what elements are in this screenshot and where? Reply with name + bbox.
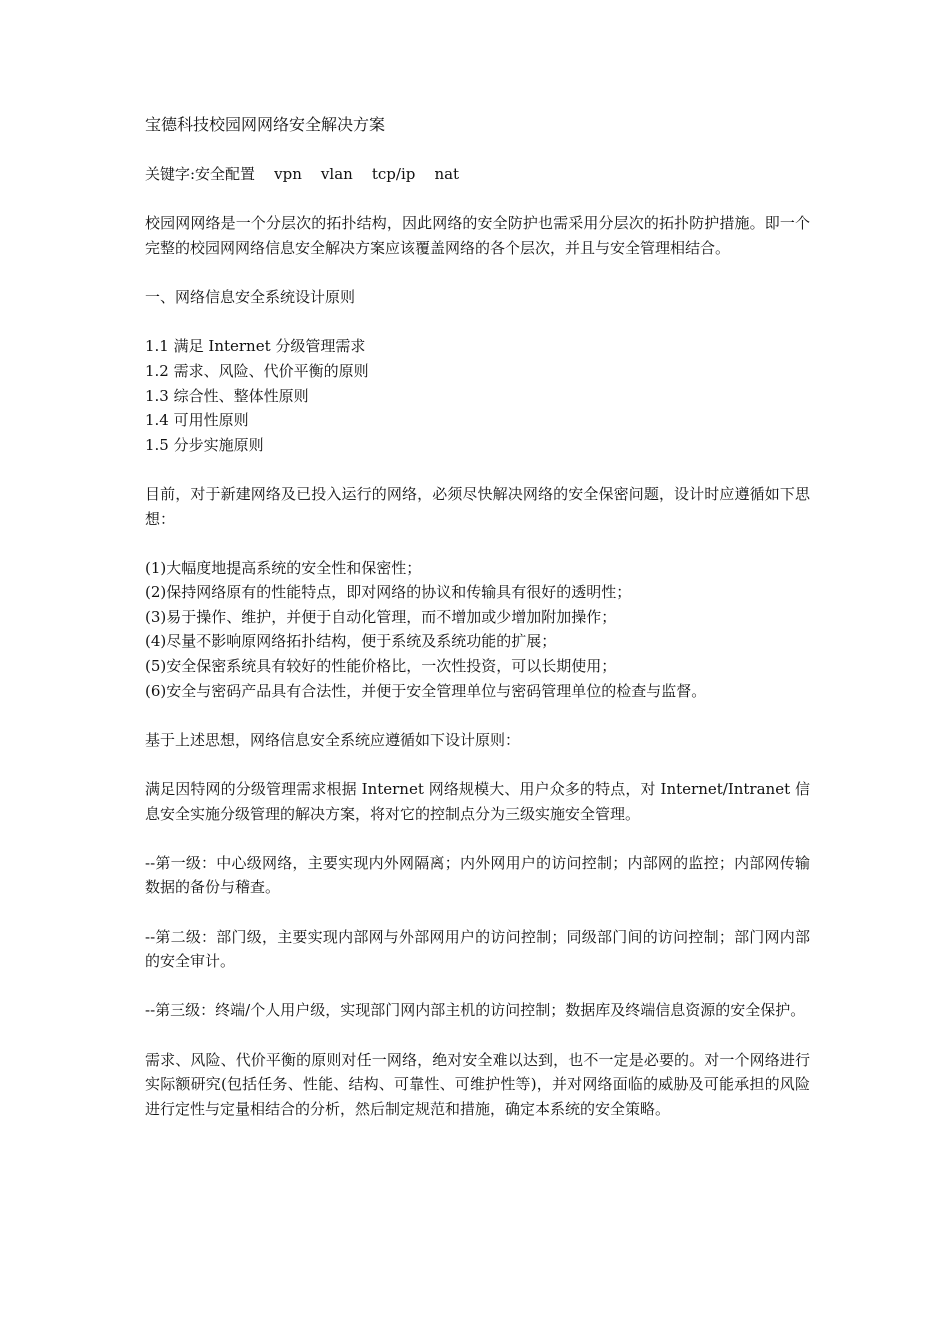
principle-item: 1.3 综合性、整体性原则 [145, 386, 309, 405]
idea-item: (1)大幅度地提高系统的安全性和保密性； [145, 558, 422, 577]
intro-paragraph: 校园网网络是一个分层次的拓扑结构，因此网络的安全防护也需采用分层次的拓扑防护措施。即一个完整的校园网网络信息安全解决方案应该覆盖网络的各个层次，并且与安全管理相结合。 [145, 214, 810, 257]
principle-item: 1.2 需求、风险、代价平衡的原则 [145, 361, 369, 380]
balance-principle-paragraph: 需求、风险、代价平衡的原则对任一网络，绝对安全难以达到，也不一定是必要的。对一个网络进行实际额研究(包括任务、性能、结构、可靠性、可维护性等)，并对网络面临的威胁及可能承担的风险进行定性与定量相结合的分析，然后制定规范和措施，确定本系统的安全策略。 [145, 1050, 810, 1118]
principle-item: 1.1 满足 Internet 分级管理需求 [145, 337, 366, 356]
idea-item: (6)安全与密码产品具有合法性，并便于安全管理单位与密码管理单位的检查与监督。 [145, 681, 707, 700]
tiered-management-paragraph: 满足因特网的分级管理需求根据 Internet 网络规模大、用户众多的特点，对 Internet/Intranet 信息安全实施分级管理的解决方案，将对它的控制点分为三级实施安全管理。 [145, 780, 810, 823]
level-three-paragraph: --第三级：终端/个人用户级，实现部门网内部主机的访问控制；数据库及终端信息资源的安全保护。 [145, 1001, 806, 1020]
section-heading: 一、网络信息安全系统设计原则 [145, 288, 356, 307]
idea-item: (2)保持网络原有的性能特点，即对网络的协议和传输具有很好的透明性； [145, 583, 632, 602]
idea-item: (5)安全保密系统具有较好的性能价格比，一次性投资，可以长期使用； [145, 657, 617, 676]
document-page [145, 113, 810, 1146]
keywords-line: 关键字:安全配置 vpn vlan tcp/ip nat [145, 165, 460, 184]
idea-item: (3)易于操作、维护，并便于自动化管理，而不增加或少增加附加操作； [145, 607, 617, 626]
based-on-paragraph: 基于上述思想，网络信息安全系统应遵循如下设计原则： [145, 730, 521, 749]
idea-item: (4)尽量不影响原网络拓扑结构，便于系统及系统功能的扩展； [145, 632, 557, 651]
document-title: 宝德科技校园网网络安全解决方案 [145, 115, 386, 134]
current-paragraph: 目前，对于新建网络及已投入运行的网络，必须尽快解决网络的安全保密问题，设计时应遵循如下思想： [145, 484, 810, 528]
principle-item: 1.4 可用性原则 [145, 411, 249, 430]
level-one-paragraph: --第一级：中心级网络，主要实现内外网隔离；内外网用户的访问控制；内部网的监控；内部网传输数据的备份与稽查。 [145, 853, 810, 897]
principles-list [145, 334, 810, 457]
level-two-paragraph: --第二级：部门级，主要实现内部网与外部网用户的访问控制；同级部门间的访问控制；部门网内部的安全审计。 [145, 927, 810, 971]
ideas-list [145, 556, 810, 704]
principle-item: 1.5 分步实施原则 [145, 435, 264, 454]
